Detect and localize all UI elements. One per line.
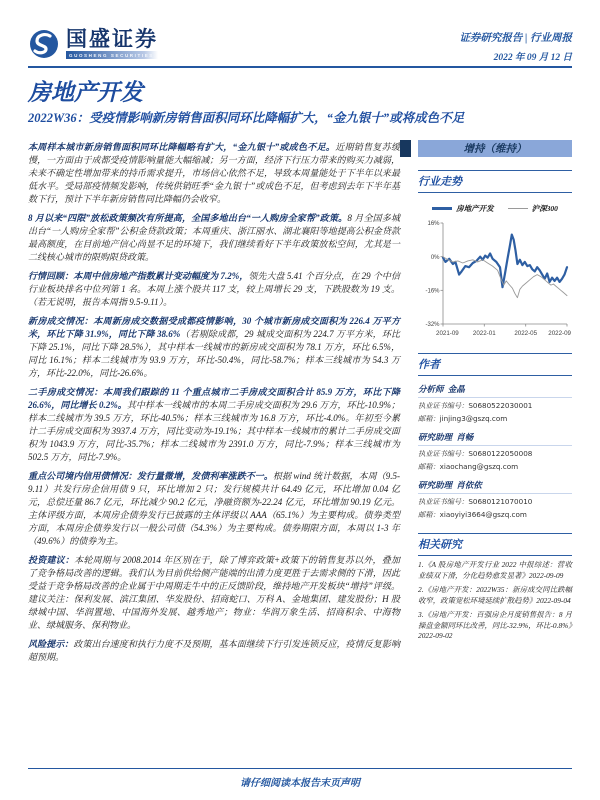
- industry-trend-section: [418, 170, 572, 353]
- legend-item-realestate: [432, 203, 494, 214]
- svg-text:-32%: -32%: [425, 322, 440, 329]
- paragraph-lead: 本周样本城市新房销售面积同环比降幅略有扩大，“金九银十”或成色不足。: [28, 142, 336, 152]
- related-research-item: 1.《A 股房地产开发行业 2022 中报综述：营收业绩双下滑，分化趋势愈发显著》2022-09-09: [418, 560, 572, 580]
- svg-text:2021-09: 2021-09: [436, 330, 459, 337]
- svg-text:2022-09: 2022-09: [548, 330, 571, 337]
- paragraph-lead: 新房成交情况：本周新房成交数据受成都疫情影响，30 个城市新房成交面积为 226.4 万平方米，环比下降 31.9%，同比下降 38.6%: [28, 316, 400, 339]
- email-value: xiaoyiyi3664@gszq.com: [439, 510, 527, 519]
- cert-label: 执业证书编号：: [418, 498, 469, 506]
- cert-number: S0680121070010: [468, 497, 533, 506]
- related-research-item: 2.《房地产开发：2022W35：新房成交同比跌幅收窄，政策宽松环境延续扩散趋势》2022-09-04: [418, 585, 572, 605]
- related-research-title: 相关研究: [418, 539, 462, 551]
- cert-number: S0680522030001: [468, 401, 533, 410]
- paragraph-policy: [28, 212, 400, 264]
- legend-item-csi300: [508, 203, 558, 214]
- email-value: jinjing3@gszq.com: [439, 414, 508, 423]
- section-rule: [418, 375, 572, 376]
- email-value: xiaochang@gszq.com: [439, 462, 519, 471]
- paragraph-text: 根据 wind 统计数据，本周（9.5-9.11）共发行房企信用债 9 只，环比增加 2 只；发行规模共计 64.49 亿元，环比增加 0.04 亿元，总偿还量 86.7 亿元，环比减少 90.2 亿元，净融资额为-22.24 亿元，环比增加 90.19 亿元。主体评级方面，本周房企债券发行已披露的主体评级以 AAA（65.1%）为主要构成。债券类型方面，本周房企债券发行以一般公司债（54.3%）为主要构成。债券期限方面，本周以 1-3 年（49.6%）的债券为主。: [28, 471, 400, 546]
- author-role-name: [418, 381, 572, 398]
- report-body: [28, 141, 400, 670]
- author-section: [418, 353, 572, 520]
- author-cert-line: [418, 401, 572, 411]
- industry-trend-chart: [418, 216, 572, 348]
- email-label: 邮箱：: [418, 463, 440, 471]
- paragraph-new-home-sales: [28, 315, 400, 380]
- paragraph-lead: 二手房成交情况：本周我们跟踪的 11 个重点城市二手房成交面积合计 85.9 万方，环比下降 26.6%，同比增长 0.2%。: [28, 387, 400, 410]
- rating-badge: 增持（维持）: [418, 140, 572, 157]
- paragraph-lead: 重点公司境内信用债情况：发行量微增，发债利率涨跌不一。: [28, 471, 273, 481]
- author-name: 肖依依: [456, 480, 482, 490]
- author-role-name: [418, 477, 572, 494]
- brand-gradient-strip: [66, 51, 158, 59]
- related-research-section: [418, 533, 572, 642]
- svg-text:2022-05: 2022-05: [514, 330, 538, 337]
- author-email-line: [418, 510, 572, 520]
- paragraph-risk-warning: [28, 638, 400, 664]
- footer-disclaimer: 请仔细阅读本报告末页声明: [240, 778, 360, 789]
- author-email-line: [418, 462, 572, 472]
- paragraph-text: （若剔除成都，29 城成交面积为 224.7 万平方米，环比下降 25.1%，同比下降 28.5%），其中样本一线城市的新房成交面积为 78.1 万方，环比 6.5%，同比 16.1%；样本二线城市为 93.9 万方，环比-50.4%，同比-58.7%；样本三线城市为 54.3 万方，环比-22.0%，同比-26.6%。: [28, 329, 400, 378]
- legend-label: 房地产开发: [456, 204, 494, 213]
- paragraph-text: 领先大盘 5.41 个百分点，在 29 个中信行业板块排名中位列第 1 名。本周上涨个股共 117 支，较上周增长 29 支，下跌股数为 19 支。（若无说明，报告本周指 9.5-9.11）。: [28, 271, 400, 307]
- author-role: 分析师: [418, 384, 444, 394]
- brand-text: [66, 28, 158, 59]
- author-cert-line: [418, 449, 572, 459]
- page-title: 房地产开发: [28, 80, 143, 105]
- paragraph-text: 近期销售复苏缓慢，一方面由于成都受疫情影响量能大幅缩减；另一方面，经济下行压力带来的购买力减弱，未来不确定性增加带来的持币需求提升，市场信心依然不足，导致本周量能处于下半年以来最低水平。受局部疫情频发影响，传统供销旺季“金九银十”或成色不足，但考虑到去年下半年基数下行，预计下半年新房销售同比降幅仍会收窄。: [28, 142, 400, 204]
- paragraph-secondhand-sales: [28, 386, 400, 464]
- sidebar: [418, 140, 572, 642]
- chart-legend: [418, 203, 572, 214]
- paragraph-text: 其中样本一线城市的本周二手房成交面积为 29.6 万方，环比-10.9%；样本二线城市为 39.5 万方，环比-40.5%；样本三线城市为 16.8 万方，环比-4.0%。年初至今累计二手房成交面积为 3937.4 万方，同比变动为-19.1%；其中样本一线城市的累计二手房成交面积为 1043.9 万方，同比-35.7%；样本二线城市为 2391.0 万方，同比-7.9%；样本三线城市为 502.5 万方，同比-7.9%。: [28, 400, 400, 462]
- paragraph-market-review: [28, 270, 400, 309]
- paragraph-lead: 投资建议：: [28, 555, 75, 565]
- email-label: 邮箱：: [418, 511, 440, 519]
- cert-label: 执业证书编号：: [418, 450, 469, 458]
- cert-label: 执业证书编号：: [418, 402, 469, 410]
- author-email-line: [418, 414, 572, 424]
- cert-number: S0680122050008: [468, 449, 533, 458]
- author-role: 研究助理: [418, 432, 453, 442]
- author-entry: [418, 429, 572, 472]
- report-date: 2022 年 09 月 12 日: [493, 53, 572, 63]
- brand-name-cn: 国盛证券: [66, 27, 158, 51]
- paragraph-text: 政策出台速度和执行力度不及预期，基本面继续下行引发连锁反应，疫情反复影响超预期。: [28, 639, 400, 662]
- industry-trend-title: 行业走势: [418, 176, 462, 188]
- paragraph-lead: 8 月以来“四限”放松政策频次有所提高，全国多地出台“一人购房全家帮”政策。: [28, 213, 348, 223]
- rating-accent-square: [400, 140, 411, 157]
- section-rule: [418, 555, 572, 556]
- section-rule: [418, 192, 572, 193]
- paragraph-text: 本轮周期与 2008.2014 年区别在于，除了博弈政策+政策下的销售复苏以外，叠加了竞争格局改善的逻辑。我们认为目前供给侧产能端的出清力度更胜于去需求侧的下滑，因此受益于竞争格局改善的企业属于中周期走牛中的正反馈阶段，维持地产开发板块“增持”评级。建议关注：保利发展、滨江集团、华发股份、招商蛇口、万科 A、金地集团、建发股份；H 股绿城中国、华润置地、中国海外发展、越秀地产；物业：华润万象生活、招商积余、中海物业、绿城服务、保利物业。: [28, 555, 400, 630]
- paragraph-investment-advice: [28, 554, 400, 632]
- paragraph-credit-bonds: [28, 470, 400, 548]
- svg-text:-16%: -16%: [425, 288, 440, 295]
- brand-name-en: GUOSHENG SECURITIES: [69, 52, 154, 58]
- paragraph-lead: 行情回顾：本周中信房地产指数累计变动幅度为 7.2%，: [28, 271, 249, 281]
- author-role: 研究助理: [418, 480, 453, 490]
- report-type: 证券研究报告 | 行业周报: [459, 33, 572, 44]
- header-divider: [28, 66, 572, 68]
- author-name: 金晶: [447, 384, 465, 394]
- paragraph-weekly-sales: [28, 141, 400, 206]
- footer-divider: [28, 768, 572, 769]
- author-role-name: [418, 429, 572, 446]
- paragraph-text: 8 月全国多城出台“一人购房全家帮”公积金贷款政策；本周重庆、浙江丽水、湖北襄阳等地提高公积金贷款最高额度，在目前地产信心尚显不足的环境下，我们继续看好下半年政策放松空间，尤其是一二线核心城市的限购限贷政策。: [28, 213, 400, 262]
- header-right: [459, 30, 572, 63]
- related-research-item: 3.《房地产开发：百强房企月度销售报告：8 月操盘金额同环比改善，同比-32.9%，环比-0.8%》2022-09-02: [418, 610, 572, 640]
- author-section-title: 作者: [418, 359, 440, 371]
- author-name: 肖畅: [456, 432, 474, 442]
- guosheng-logo-icon: [28, 28, 60, 60]
- svg-text:2022-01: 2022-01: [472, 330, 496, 337]
- svg-text:16%: 16%: [427, 221, 440, 228]
- author-cert-line: [418, 497, 572, 507]
- svg-text:0%: 0%: [430, 254, 440, 261]
- email-label: 邮箱：: [418, 415, 440, 423]
- brand-logo: [28, 28, 158, 60]
- author-entry: [418, 477, 572, 520]
- legend-line-swatch: [508, 208, 528, 209]
- legend-line-swatch: [432, 207, 452, 209]
- author-entry: [418, 381, 572, 424]
- page-subtitle: 2022W36：受疫情影响新房销售面积同环比降幅扩大，“金九银十”或将成色不足: [28, 111, 465, 125]
- paragraph-lead: 风险提示：: [28, 639, 74, 649]
- legend-label: 沪深300: [531, 204, 558, 213]
